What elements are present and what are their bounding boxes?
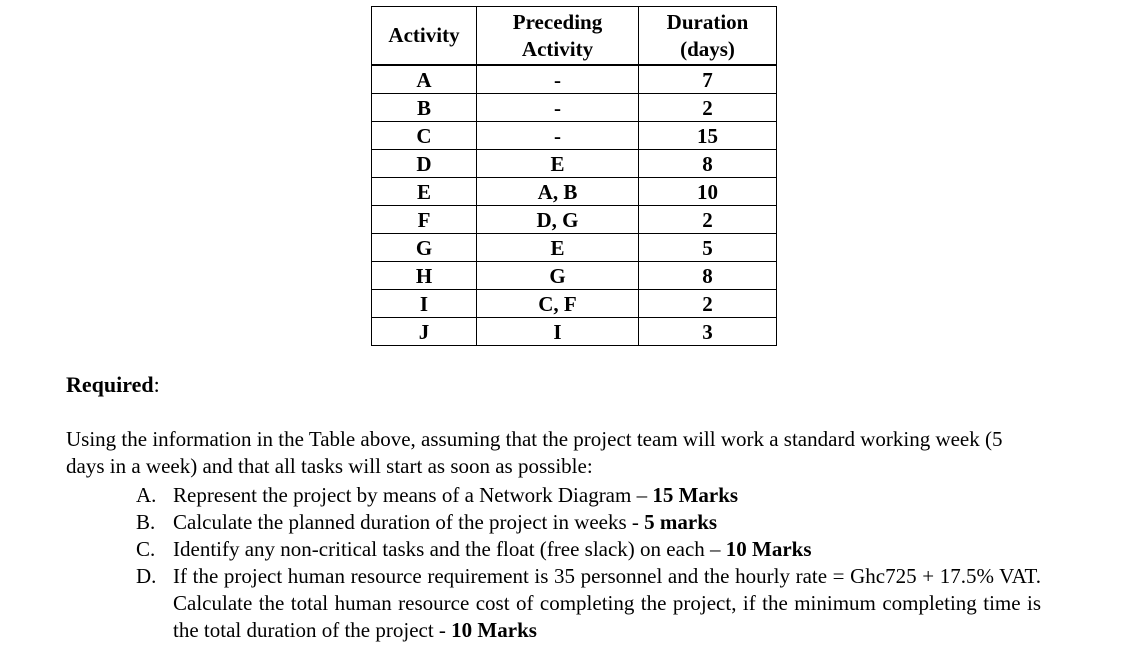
table-row [372, 290, 777, 318]
cell-preceding: I [477, 318, 639, 346]
cell-activity: C [372, 122, 477, 150]
question-text: Identify any non-critical tasks and the float (free slack) on each – [173, 537, 726, 561]
cell-activity: D [372, 150, 477, 178]
question-item [136, 536, 1041, 563]
table-row [372, 122, 777, 150]
cell-duration: 2 [639, 290, 777, 318]
header-duration-line1: Duration [666, 9, 749, 34]
question-marks: 10 Marks [725, 537, 812, 561]
required-heading-colon: : [153, 372, 160, 397]
cell-preceding: - [477, 122, 639, 150]
question-marks: 5 marks [644, 510, 718, 534]
cell-duration: 2 [639, 94, 777, 122]
table-row [372, 206, 777, 234]
question-letter: A. [136, 483, 157, 507]
activity-table [371, 6, 777, 346]
header-preceding-line2: Activity [521, 36, 594, 61]
cell-preceding: E [477, 150, 639, 178]
header-activity [372, 7, 477, 66]
cell-preceding: D, G [477, 206, 639, 234]
question-letter: B. [136, 510, 156, 534]
required-heading-label: Required [66, 372, 154, 397]
cell-activity: A [372, 65, 477, 94]
cell-duration: 8 [639, 150, 777, 178]
table-row [372, 262, 777, 290]
header-preceding-activity [477, 7, 639, 66]
cell-preceding: G [477, 262, 639, 290]
cell-duration: 10 [639, 178, 777, 206]
question-marks: 10 Marks [451, 618, 537, 642]
required-heading [66, 372, 160, 398]
cell-activity: H [372, 262, 477, 290]
question-list [136, 482, 1041, 644]
cell-duration: 5 [639, 234, 777, 262]
cell-duration: 8 [639, 262, 777, 290]
cell-preceding: E [477, 234, 639, 262]
question-text: If the project human resource requirement is 35 personnel and the hourly rate = Ghc725 + 17.5% VAT. Calculate the total human resource cost of completing the project, if the minimum completing time is the total duration of the project - [173, 564, 1041, 642]
cell-duration: 7 [639, 65, 777, 94]
cell-preceding: - [477, 65, 639, 94]
cell-activity: I [372, 290, 477, 318]
table-header-row [372, 7, 777, 66]
header-duration-line2: (days) [680, 36, 735, 61]
cell-activity: B [372, 94, 477, 122]
header-duration [639, 7, 777, 66]
cell-activity: J [372, 318, 477, 346]
cell-duration: 2 [639, 206, 777, 234]
question-item [136, 482, 1041, 509]
question-text: Represent the project by means of a Network Diagram – [173, 483, 653, 507]
question-letter: D. [136, 564, 157, 588]
cell-activity: E [372, 178, 477, 206]
table-row [372, 178, 777, 206]
table-row [372, 65, 777, 94]
table-row [372, 318, 777, 346]
table-row [372, 94, 777, 122]
question-marks: 15 Marks [652, 483, 739, 507]
cell-preceding: C, F [477, 290, 639, 318]
table-row [372, 234, 777, 262]
question-item [136, 563, 1041, 644]
cell-preceding: A, B [477, 178, 639, 206]
question-letter: C. [136, 537, 156, 561]
cell-duration: 3 [639, 318, 777, 346]
question-item [136, 509, 1041, 536]
header-preceding-line1: Preceding [512, 9, 603, 34]
cell-preceding: - [477, 94, 639, 122]
question-text: Calculate the planned duration of the project in weeks - [173, 510, 645, 534]
cell-duration: 15 [639, 122, 777, 150]
intro-paragraph: Using the information in the Table above, assuming that the project team will work a standard working week (5 days in a week) and that all tasks will start as soon as possible: [66, 427, 1003, 478]
cell-activity: F [372, 206, 477, 234]
table-row [372, 150, 777, 178]
header-activity-label: Activity [388, 23, 460, 47]
cell-activity: G [372, 234, 477, 262]
